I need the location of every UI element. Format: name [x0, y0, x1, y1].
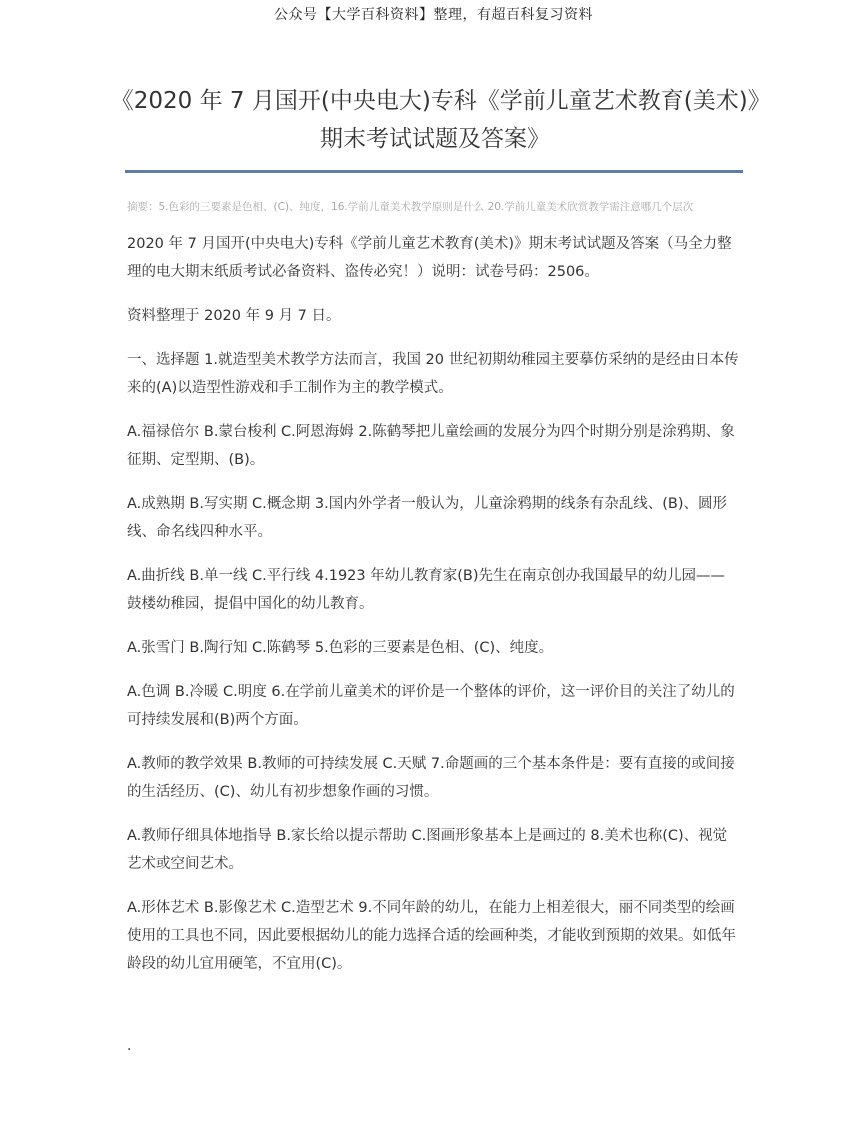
page-watermark-header: 公众号【大学百科资料】整理，有超百科复习资料 [274, 7, 593, 23]
paragraph-question-1: 一、选择题 1.就造型美术教学方法而言，我国 20 世纪初期幼稚园主要摹仿采纳的是经由日本传来的(A)以造型性游戏和手工制作为主的教学模式。 [127, 352, 739, 396]
paragraph-question-7: A.教师的教学效果 B.教师的可持续发展 C.天赋 7.命题画的三个基本条件是：要有直接的或间接的生活经历、(C)、幼儿有初步想象作画的习惯。 [127, 756, 735, 800]
paragraph-question-2: A.福禄倍尔 B.蒙台梭利 C.阿恩海姆 2.陈鹤琴把儿童绘画的发展分为四个时期分别是涂鸦期、象征期、定型期、(B)。 [127, 424, 735, 468]
paragraph-question-4: A.曲折线 B.单一线 C.平行线 4.1923 年幼儿教育家(B)先生在南京创办我国最早的幼儿园——鼓楼幼稚园，提倡中国化的幼儿教育。 [127, 568, 725, 612]
paragraph-date: 资料整理于 2020 年 9 月 7 日。 [127, 308, 341, 324]
title-divider [125, 170, 743, 173]
paragraph-question-3: A.成熟期 B.写实期 C.概念期 3.国内外学者一般认为，儿童涂鸦期的线条有杂乱线、(B)、圆形线、命名线四种水平。 [127, 496, 727, 540]
paragraph-question-9: A.形体艺术 B.影像艺术 C.造型艺术 9.不同年龄的幼儿，在能力上相差很大，丽不同类型的绘画使用的工具也不同，因此要根据幼儿的能力选择合适的绘画种类，才能收到预期的效果。如低年龄段的幼儿宜用硬笔，不宜用(C)。 [127, 900, 736, 972]
footer-mark: . [127, 1038, 132, 1054]
abstract-summary: 摘要：5.色彩的三要素是色相、(C)、纯度，16.学前儿童美术教学原则是什么 20.学前儿童美术欣赏教学需注意哪几个层次 [127, 201, 694, 213]
paragraph-intro: 2020 年 7 月国开(中央电大)专科《学前儿童艺术教育(美术)》期末考试试题及答案（马全力整理的电大期末纸质考试必备资料、盗传必究！）说明：试卷号码：2506。 [127, 236, 732, 280]
paragraph-question-5: A.张雪门 B.陶行知 C.陈鹤琴 5.色彩的三要素是色相、(C)、纯度。 [127, 640, 554, 656]
paragraph-question-8: A.教师仔细具体地指导 B.家长给以提示帮助 C.图画形象基本上是画过的 8.美术也称(C)、视觉艺术或空间艺术。 [127, 828, 728, 872]
document-body [127, 230, 739, 994]
paragraph-question-6: A.色调 B.冷暖 C.明度 6.在学前儿童美术的评价是一个整体的评价，这一评价目的关注了幼儿的可持续发展和(B)两个方面。 [127, 684, 735, 728]
document-title: 《2020 年 7 月国开(中央电大)专科《学前儿童艺术教育(美术)》期末考试试题及答案》 [110, 88, 760, 152]
